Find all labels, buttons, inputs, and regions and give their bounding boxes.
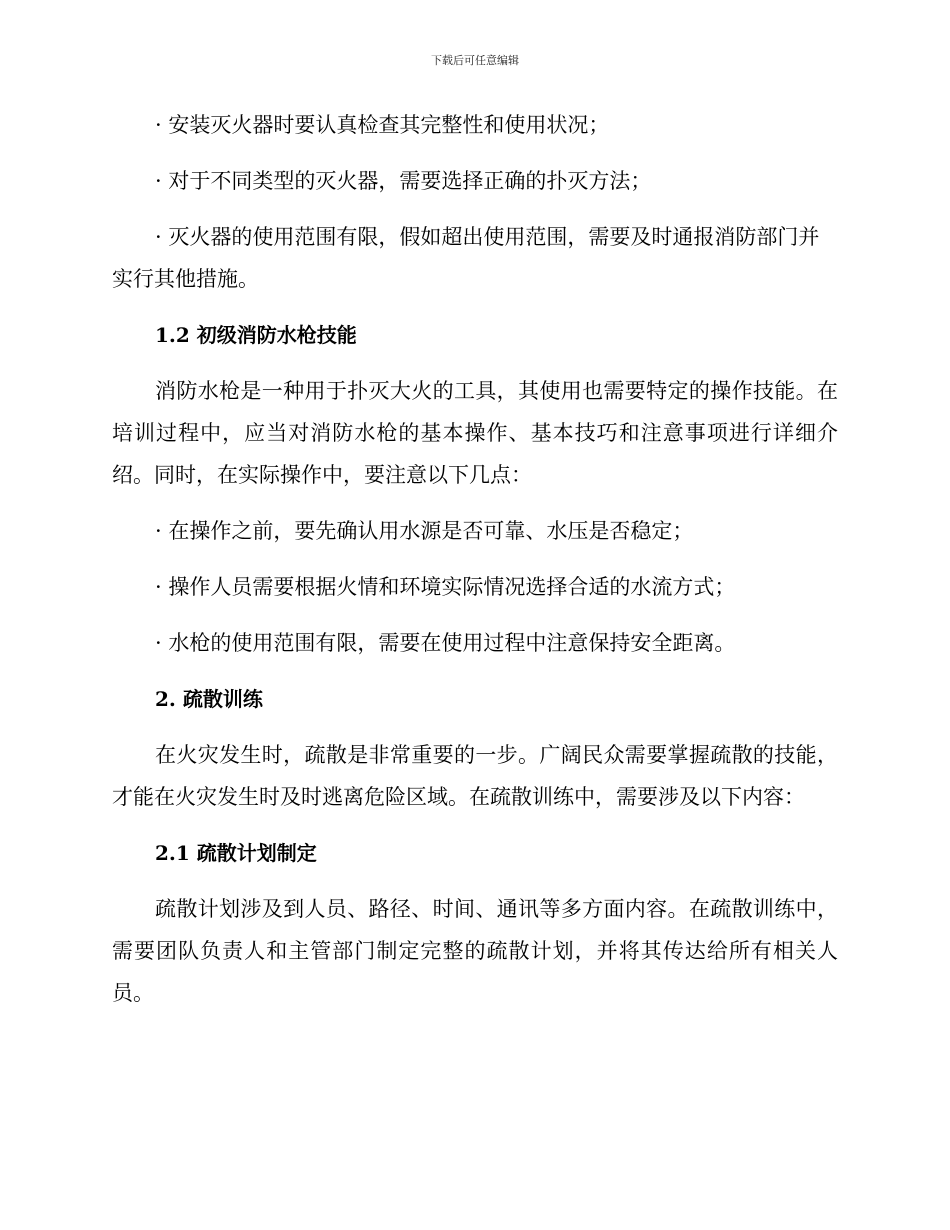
bullet-item: · 对于不同类型的灭火器，需要选择正确的扑灭方法； [155, 169, 652, 193]
document-body [112, 104, 838, 1028]
bullet-item: · 水枪的使用范围有限，需要在使用过程中注意保持安全距离。 [155, 631, 736, 655]
body-paragraph: 在火灾发生时，疏散是非常重要的一步。广阔民众需要掌握疏散的技能，才能在火灾发生时及时逃离危险区域。在疏散训练中，需要涉及以下内容： [112, 743, 838, 809]
section-heading: 2.1 疏散计划制定 [155, 841, 317, 865]
body-paragraph: 疏散计划涉及到人员、路径、时间、通讯等多方面内容。在疏散训练中，需要团队负责人和主管部门制定完整的疏散计划，并将其传达给所有相关人员。 [112, 897, 838, 1005]
bullet-item: · 灭火器的使用范围有限，假如超出使用范围，需要及时通报消防部门并实行其他措施。 [112, 225, 820, 291]
section-heading: 2. 疏散训练 [155, 687, 263, 711]
page-header: 下载后可任意编辑 [431, 54, 519, 67]
bullet-item: · 在操作之前，要先确认用水源是否可靠、水压是否稳定； [155, 519, 694, 543]
section-heading: 1.2 初级消防水枪技能 [155, 323, 357, 347]
bullet-item: · 操作人员需要根据火情和环境实际情况选择合适的水流方式； [155, 575, 736, 599]
body-paragraph: 消防水枪是一种用于扑灭大火的工具，其使用也需要特定的操作技能。在培训过程中，应当对消防水枪的基本操作、基本技巧和注意事项进行详细介绍。同时，在实际操作中，要注意以下几点： [112, 379, 838, 487]
bullet-item: · 安装灭火器时要认真检查其完整性和使用状况； [155, 113, 610, 137]
